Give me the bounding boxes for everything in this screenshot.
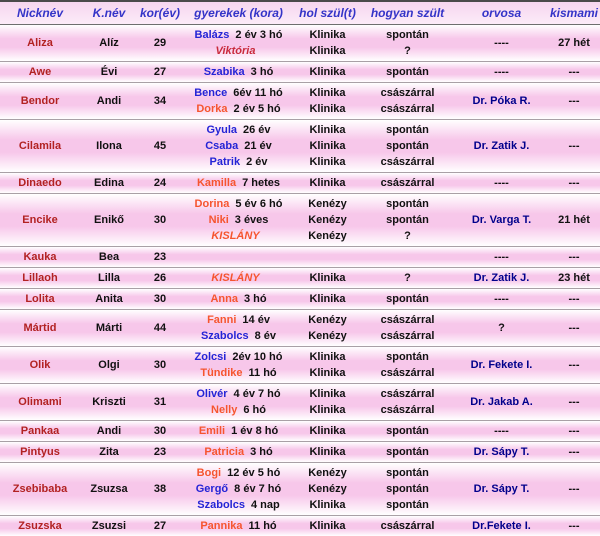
- child-line: [199, 423, 278, 439]
- nickname-cell: Aliza: [27, 37, 53, 49]
- age-cell: 23: [153, 446, 167, 458]
- child-line: [201, 328, 276, 344]
- child-line: [216, 43, 262, 59]
- kismami-cell: ---: [568, 293, 580, 305]
- doctor-cell: ----: [494, 66, 509, 78]
- age-cell: 24: [153, 177, 167, 189]
- birthplace-line: Klinika: [309, 446, 346, 458]
- birthplace-line: Klinika: [309, 404, 346, 416]
- birthtype-line: császárral: [380, 103, 435, 115]
- birthplace-line: Kenézy: [308, 198, 347, 210]
- child-name: Csaba: [205, 140, 239, 152]
- table-row: [0, 346, 600, 383]
- child-line: [194, 85, 283, 101]
- child-name: Gyula: [206, 124, 238, 136]
- age-cell: 30: [153, 214, 167, 226]
- table-body: [0, 25, 600, 536]
- child-name: Emili: [198, 425, 226, 437]
- birthplace-line: Klinika: [309, 156, 346, 168]
- birthplace-cell: [295, 194, 360, 246]
- header-kismami: kismami: [549, 6, 599, 20]
- children-cell: [182, 120, 295, 172]
- child-name: Viktória: [215, 45, 256, 57]
- age-cell: 30: [153, 293, 167, 305]
- table-row: [0, 462, 600, 515]
- children-cell: [182, 83, 295, 119]
- birthtype-line: spontán: [386, 198, 429, 210]
- birthtype-line: császárral: [380, 520, 435, 532]
- child-name: Bogi: [196, 467, 222, 479]
- birthplace-line: Klinika: [309, 87, 346, 99]
- child-line: [196, 481, 281, 497]
- children-cell: [182, 247, 295, 267]
- child-name: Patrik: [209, 156, 241, 168]
- child-name: Patricia: [204, 446, 245, 458]
- firstname-cell: Alíz: [99, 37, 119, 49]
- children-cell: [182, 384, 295, 420]
- children-cell: [182, 516, 295, 536]
- child-line: [210, 291, 266, 307]
- firstname-cell: Márti: [95, 322, 123, 334]
- birthplace-cell: [295, 347, 360, 383]
- kismami-cell: 27 hét: [558, 37, 590, 49]
- birthtype-line: császárral: [380, 367, 435, 379]
- table-row: [0, 246, 600, 267]
- children-cell: [182, 289, 295, 309]
- child-name: Szabika: [203, 66, 245, 78]
- child-age: 14 év: [242, 314, 270, 326]
- birthtype-cell: [360, 62, 455, 82]
- child-name: Dorina: [194, 198, 230, 210]
- child-line: [211, 402, 266, 418]
- age-cell: 34: [153, 95, 167, 107]
- table-row: [0, 61, 600, 82]
- child-line: [196, 101, 280, 117]
- doctor-cell: Dr. Varga T.: [471, 214, 532, 226]
- age-cell: 30: [153, 359, 167, 371]
- age-cell: 45: [153, 140, 167, 152]
- birthtype-line: császárral: [380, 177, 435, 189]
- birthtype-line: spontán: [386, 66, 429, 78]
- nickname-cell: Kauka: [23, 251, 57, 263]
- child-name: Dorka: [196, 103, 228, 115]
- birthtype-line: ?: [404, 45, 411, 57]
- child-age: 7 hetes: [242, 177, 281, 189]
- table-row: [0, 515, 600, 536]
- birthtype-cell: [360, 289, 455, 309]
- birthplace-line: Klinika: [309, 272, 346, 284]
- firstname-cell: Andi: [96, 95, 122, 107]
- birthtype-line: spontán: [386, 483, 429, 495]
- doctor-cell: ----: [494, 425, 509, 437]
- birthtype-line: császárral: [380, 330, 435, 342]
- child-name: Gergő: [195, 483, 229, 495]
- nickname-cell: Pintyus: [20, 446, 60, 458]
- kismami-cell: ---: [568, 396, 580, 408]
- kismami-cell: ---: [568, 95, 580, 107]
- child-age: 4 év 7 hó: [233, 388, 281, 400]
- doctor-cell: Dr.Fekete I.: [472, 520, 531, 532]
- birthtype-cell: [360, 421, 455, 441]
- birthplace-line: Kenézy: [308, 214, 347, 226]
- children-cell: [182, 463, 295, 515]
- doctor-cell: Dr. Zatik J.: [473, 140, 530, 152]
- birthplace-line: Klinika: [309, 45, 346, 57]
- birthtype-cell: [360, 120, 455, 172]
- children-cell: [182, 62, 295, 82]
- kismami-cell: ---: [568, 66, 580, 78]
- doctor-cell: ----: [494, 293, 509, 305]
- nickname-cell: Mártid: [23, 322, 57, 334]
- birthtype-line: ?: [404, 230, 411, 242]
- kismami-cell: ---: [568, 425, 580, 437]
- birthplace-line: Kenézy: [308, 467, 347, 479]
- child-name: Kamilla: [196, 177, 237, 189]
- header-doctor: orvosa: [481, 6, 522, 20]
- nickname-cell: Encike: [22, 214, 58, 226]
- birthplace-cell: [295, 173, 360, 193]
- children-cell: [182, 268, 295, 288]
- child-name: Fanni: [207, 314, 237, 326]
- birthtype-line: ?: [404, 272, 411, 284]
- child-name: Szabolcs: [200, 330, 249, 342]
- kismami-cell: ---: [568, 483, 580, 495]
- nickname-cell: Lolita: [25, 293, 55, 305]
- birthtype-line: spontán: [386, 467, 429, 479]
- birthtype-cell: [360, 442, 455, 462]
- firstname-cell: Kriszti: [92, 396, 126, 408]
- birthtype-line: spontán: [386, 351, 429, 363]
- kismami-cell: 23 hét: [558, 272, 590, 284]
- child-line: [197, 497, 279, 513]
- firstname-cell: Anita: [95, 293, 123, 305]
- child-age: 4 nap: [250, 499, 280, 511]
- firstname-cell: Olgi: [98, 359, 120, 371]
- birthplace-line: Klinika: [309, 140, 346, 152]
- kismami-cell: ---: [568, 177, 580, 189]
- child-age: 11 hó: [248, 520, 277, 532]
- child-name: Bence: [194, 87, 228, 99]
- child-name: Niki: [208, 214, 229, 226]
- birthplace-cell: [295, 83, 360, 119]
- firstname-cell: Bea: [98, 251, 120, 263]
- birthtype-cell: [360, 516, 455, 536]
- child-line: [197, 465, 281, 481]
- table-row: [0, 172, 600, 193]
- child-age: 12 év 5 hó: [227, 467, 281, 479]
- doctor-cell: Dr. Jakab A.: [470, 396, 533, 408]
- nickname-cell: Olik: [29, 359, 51, 371]
- birthtype-line: császárral: [380, 156, 435, 168]
- birthplace-line: Klinika: [309, 425, 346, 437]
- firstname-cell: Évi: [100, 66, 118, 78]
- table-row: [0, 309, 600, 346]
- child-age: 3 éves: [234, 214, 269, 226]
- child-line: [209, 212, 269, 228]
- birthplace-line: Kenézy: [308, 314, 347, 326]
- header-firstname: K.név: [92, 6, 126, 20]
- firstname-cell: Zsuzsa: [90, 483, 128, 495]
- children-cell: [182, 173, 295, 193]
- birthtype-line: spontán: [386, 446, 429, 458]
- kismami-cell: ---: [568, 322, 580, 334]
- doctor-cell: Dr. Sápy T.: [473, 446, 530, 458]
- kismami-cell: ---: [568, 446, 580, 458]
- child-line: [211, 228, 265, 244]
- firstname-cell: Zita: [99, 446, 119, 458]
- birthplace-line: Klinika: [309, 29, 346, 41]
- table-row: [0, 82, 600, 119]
- birthtype-cell: [360, 194, 455, 246]
- age-cell: 31: [153, 396, 167, 408]
- child-line: [204, 64, 274, 80]
- kismami-cell: ---: [568, 251, 580, 263]
- header-nickname: Nicknév: [16, 6, 64, 20]
- child-age: 6év 11 hó: [233, 87, 283, 99]
- child-age: 3 hó: [243, 293, 267, 305]
- birthtype-line: spontán: [386, 293, 429, 305]
- table-row: [0, 193, 600, 246]
- birthtype-cell: [360, 463, 455, 515]
- nickname-cell: Pankaa: [20, 425, 60, 437]
- child-line: [207, 312, 270, 328]
- table-row: [0, 267, 600, 288]
- birthtype-cell: [360, 25, 455, 61]
- birthplace-cell: [295, 120, 360, 172]
- birthtype-line: spontán: [386, 214, 429, 226]
- doctor-cell: ?: [498, 322, 505, 334]
- birthplace-line: Klinika: [309, 124, 346, 136]
- doctor-cell: ----: [494, 177, 509, 189]
- doctor-cell: ----: [494, 37, 509, 49]
- table-row: [0, 383, 600, 420]
- kismami-cell: ---: [568, 520, 580, 532]
- age-cell: 23: [153, 251, 167, 263]
- age-cell: 26: [153, 272, 167, 284]
- child-age: 8 év 7 hó: [234, 483, 282, 495]
- table-row: [0, 288, 600, 309]
- child-age: 8 év: [254, 330, 277, 342]
- birthplace-cell: [295, 516, 360, 536]
- child-age: 21 év: [244, 140, 272, 152]
- child-line: [195, 27, 283, 43]
- child-name: Anna: [210, 293, 238, 305]
- nickname-cell: Zsuzska: [18, 520, 62, 532]
- nickname-cell: Olimami: [18, 396, 62, 408]
- nickname-cell: Dinaedo: [18, 177, 62, 189]
- child-age: 2 év 5 hó: [233, 103, 281, 115]
- age-cell: 38: [153, 483, 167, 495]
- doctor-cell: Dr. Zatik J.: [473, 272, 530, 284]
- firstname-cell: Ilona: [96, 140, 122, 152]
- nickname-cell: Zsebibaba: [12, 483, 68, 495]
- table-row: [0, 119, 600, 172]
- birthplace-line: Kenézy: [308, 330, 347, 342]
- birthplace-cell: [295, 62, 360, 82]
- birthtype-line: császárral: [380, 388, 435, 400]
- doctor-cell: Dr. Fekete I.: [470, 359, 533, 371]
- birthplace-cell: [295, 247, 360, 267]
- birthplace-line: Klinika: [309, 66, 346, 78]
- child-name: Olivér: [196, 388, 228, 400]
- age-cell: 27: [153, 520, 167, 532]
- child-age: 1 év 8 hó: [231, 425, 279, 437]
- child-age: 6 hó: [243, 404, 266, 416]
- children-cell: [182, 310, 295, 346]
- birthtype-line: spontán: [386, 140, 429, 152]
- child-line: [204, 444, 272, 460]
- birthplace-cell: [295, 421, 360, 441]
- child-name: KISLÁNY: [211, 230, 260, 242]
- birthplace-line: Klinika: [309, 351, 346, 363]
- children-cell: [182, 421, 295, 441]
- age-cell: 29: [153, 37, 167, 49]
- firstname-cell: Andi: [96, 425, 122, 437]
- child-age: 11 hó: [248, 367, 277, 379]
- child-age: 3 hó: [250, 446, 273, 458]
- child-name: Nelly: [211, 404, 238, 416]
- birthtype-line: spontán: [386, 29, 429, 41]
- header-birthplace: hol szül(t): [299, 6, 356, 20]
- birthplace-line: Klinika: [309, 499, 346, 511]
- children-cell: [182, 442, 295, 462]
- birthtype-cell: [360, 173, 455, 193]
- header-birthtype: hogyan szült: [370, 6, 445, 20]
- table-header-row: [0, 2, 600, 25]
- child-line: [197, 175, 280, 191]
- child-line: [206, 122, 270, 138]
- birthtype-cell: [360, 347, 455, 383]
- birthplace-line: Klinika: [309, 103, 346, 115]
- birthtype-line: császárral: [380, 87, 435, 99]
- birthplace-cell: [295, 384, 360, 420]
- kismami-cell: ---: [568, 359, 580, 371]
- birthtype-cell: [360, 384, 455, 420]
- children-cell: [182, 25, 295, 61]
- child-name: Pannika: [200, 520, 243, 532]
- birthtype-line: spontán: [386, 499, 429, 511]
- table-row: [0, 25, 600, 61]
- birthplace-line: Kenézy: [308, 230, 347, 242]
- child-line: [200, 365, 276, 381]
- child-line: [205, 138, 272, 154]
- firstname-cell: Enikő: [94, 214, 124, 226]
- child-age: 3 hó: [250, 66, 274, 78]
- kismami-cell: ---: [568, 140, 580, 152]
- birthplace-cell: [295, 268, 360, 288]
- doctor-cell: Dr. Póka R.: [472, 95, 531, 107]
- header-children: gyerekek (kora): [194, 6, 283, 20]
- birthtype-line: spontán: [386, 124, 429, 136]
- child-age: 2 év: [246, 156, 268, 168]
- firstname-cell: Zsuzsi: [91, 520, 127, 532]
- child-line: [195, 349, 283, 365]
- age-cell: 27: [153, 66, 167, 78]
- firstname-cell: Edina: [94, 177, 124, 189]
- header-age: kor(év): [139, 6, 180, 20]
- child-name: Tündike: [200, 367, 243, 379]
- nickname-cell: Bendor: [20, 95, 60, 107]
- birthplace-cell: [295, 310, 360, 346]
- birthplace-line: Klinika: [309, 520, 346, 532]
- doctor-cell: ----: [494, 251, 509, 263]
- nickname-cell: Cilamila: [18, 140, 62, 152]
- child-name: KISLÁNY: [211, 272, 260, 284]
- age-cell: 30: [153, 425, 167, 437]
- child-age: 5 év 6 hó: [235, 198, 283, 210]
- birthtype-line: császárral: [380, 314, 435, 326]
- children-cell: [182, 194, 295, 246]
- birthtype-cell: [360, 268, 455, 288]
- birthtype-line: császárral: [380, 404, 435, 416]
- birthplace-cell: [295, 442, 360, 462]
- child-age: 26 év: [243, 124, 271, 136]
- birthplace-cell: [295, 25, 360, 61]
- birthplace-cell: [295, 289, 360, 309]
- children-cell: [182, 347, 295, 383]
- birthplace-cell: [295, 463, 360, 515]
- nickname-cell: Lillaoh: [22, 272, 58, 284]
- birthplace-line: Klinika: [309, 177, 346, 189]
- child-name: Szabolcs: [197, 499, 245, 511]
- birthtype-cell: [360, 83, 455, 119]
- birthtype-line: spontán: [386, 425, 429, 437]
- birthplace-line: Kenézy: [308, 483, 347, 495]
- child-line: [195, 196, 283, 212]
- birthtype-cell: [360, 247, 455, 267]
- child-name: Zolcsi: [194, 351, 227, 363]
- child-line: [211, 270, 265, 286]
- birthplace-line: Klinika: [309, 388, 346, 400]
- child-line: [200, 518, 276, 534]
- child-age: 2év 10 hó: [232, 351, 283, 363]
- child-line: [196, 386, 280, 402]
- birthplace-line: Klinika: [309, 293, 346, 305]
- doctor-cell: Dr. Sápy T.: [473, 483, 530, 495]
- child-line: [210, 154, 268, 170]
- firstname-cell: Lilla: [97, 272, 120, 284]
- table-row: [0, 420, 600, 441]
- kismami-cell: 21 hét: [558, 214, 590, 226]
- birthtype-cell: [360, 310, 455, 346]
- nickname-cell: Awe: [28, 66, 52, 78]
- child-name: Balázs: [194, 29, 230, 41]
- birthplace-line: Klinika: [309, 367, 346, 379]
- child-age: 2 év 3 hó: [235, 29, 283, 41]
- table-row: [0, 441, 600, 462]
- age-cell: 44: [153, 322, 167, 334]
